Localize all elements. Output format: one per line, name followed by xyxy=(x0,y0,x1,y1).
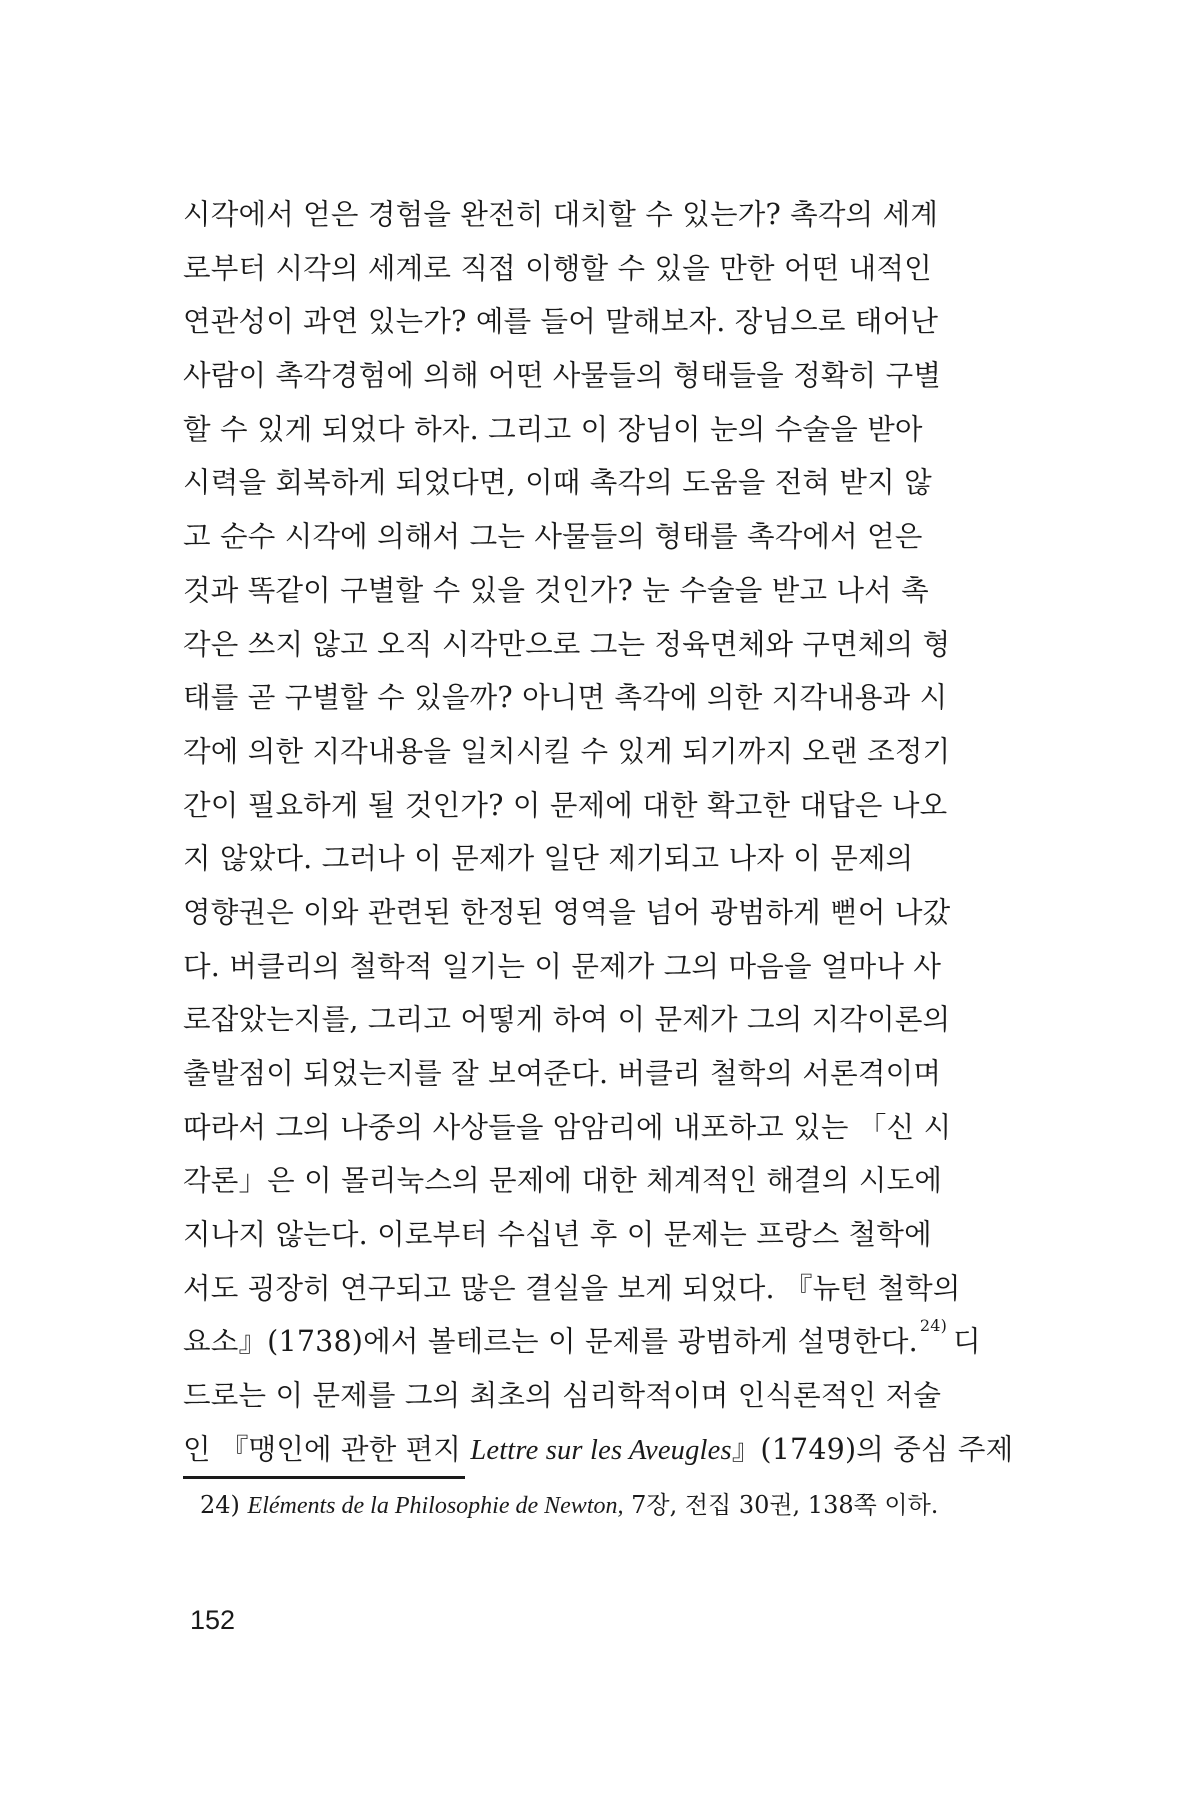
text-line: 시각에서 얻은 경험을 완전히 대치할 수 있는가? 촉각의 세계 xyxy=(183,198,939,231)
text-line: 출발점이 되었는지를 잘 보여준다. 버클리 철학의 서론격이며 xyxy=(183,1057,942,1090)
text-line: 지 않았다. 그러나 이 문제가 일단 제기되고 나자 이 문제의 xyxy=(183,842,914,876)
text-line: 시력을 회복하게 되었다면, 이때 촉각의 도움을 전혀 받지 않 xyxy=(183,466,932,500)
text-line-with-italic-title: 인 『맹인에 관한 편지 Lettre sur les Aveugles』(1749)의 중심 주제 xyxy=(183,1432,1014,1466)
text-line: 로부터 시각의 세계로 직접 이행할 수 있을 만한 어떤 내적인 xyxy=(183,251,932,285)
text-line: 고 순수 시각에 의해서 그는 사물들의 형태를 촉각에서 얻은 xyxy=(183,520,923,554)
text-line: 드로는 이 문제를 그의 최초의 심리학적이며 인식론적인 저술 xyxy=(183,1379,942,1413)
footnote xyxy=(200,1487,1030,1524)
text-line: 각론」은 이 몰리눅스의 문제에 대한 체계적인 해결의 시도에 xyxy=(183,1164,943,1198)
text-line: 지나지 않는다. 이로부터 수십년 후 이 문제는 프랑스 철학에 xyxy=(183,1218,932,1252)
text-line: 간이 필요하게 될 것인가? 이 문제에 대한 확고한 대답은 나오 xyxy=(183,788,948,822)
footnote-separator xyxy=(183,1476,465,1479)
text-line: 로잡았는지를, 그리고 어떻게 하여 이 문제가 그의 지각이론의 xyxy=(183,1003,951,1037)
text-line: 영향권은 이와 관련된 한정된 영역을 넘어 광범하게 뻗어 나갔 xyxy=(183,895,951,929)
footnote-number: 24) xyxy=(200,1491,240,1519)
text-line: 각에 의한 지각내용을 일치시킬 수 있게 되기까지 오랜 조정기 xyxy=(183,734,951,768)
text-line-with-footnote-ref: 요소』(1738)에서 볼테르는 이 문제를 광범하게 설명한다. $^{24)}$ 디 xyxy=(183,1315,981,1359)
text-line: 할 수 있게 되었다 하자. 그리고 이 장님이 눈의 수술을 받아 xyxy=(183,412,923,446)
text-line: 따라서 그의 나중의 사상들을 암암리에 내포하고 있는 「신 시 xyxy=(183,1110,952,1144)
italic-title: Lettre sur les Aveugles xyxy=(470,1434,732,1466)
footnote-italic-title: Eléments de la Philosophie de Newton, xyxy=(247,1493,624,1519)
text-line: 각은 쓰지 않고 오직 시각만으로 그는 정육면체와 구면체의 형 xyxy=(183,627,951,661)
text-line: 서도 굉장히 연구되고 많은 결실을 보게 되었다. 『뉴턴 철학의 xyxy=(183,1271,961,1305)
page-number: 152 xyxy=(190,1605,236,1635)
text-line: 태를 곧 구별할 수 있을까? 아니면 촉각에 의한 지각내용과 시 xyxy=(183,681,948,715)
footnote-reference[interactable]: 24) xyxy=(919,1315,948,1335)
text-line: 사람이 촉각경험에 의해 어떤 사물들의 형태들을 정확히 구별 xyxy=(183,359,942,393)
text-line: 연관성이 과연 있는가? 예를 들어 말해보자. 장님으로 태어난 xyxy=(183,305,939,339)
body-text xyxy=(183,188,1013,1477)
text-line: 다. 버클리의 철학적 일기는 이 문제가 그의 마음을 얼마나 사 xyxy=(183,949,942,983)
text-line: 것과 똑같이 구별할 수 있을 것인가? 눈 수술을 받고 나서 촉 xyxy=(183,573,929,607)
footnote-text: 7장, 전집 30권, 138쪽 이하. xyxy=(623,1491,939,1519)
